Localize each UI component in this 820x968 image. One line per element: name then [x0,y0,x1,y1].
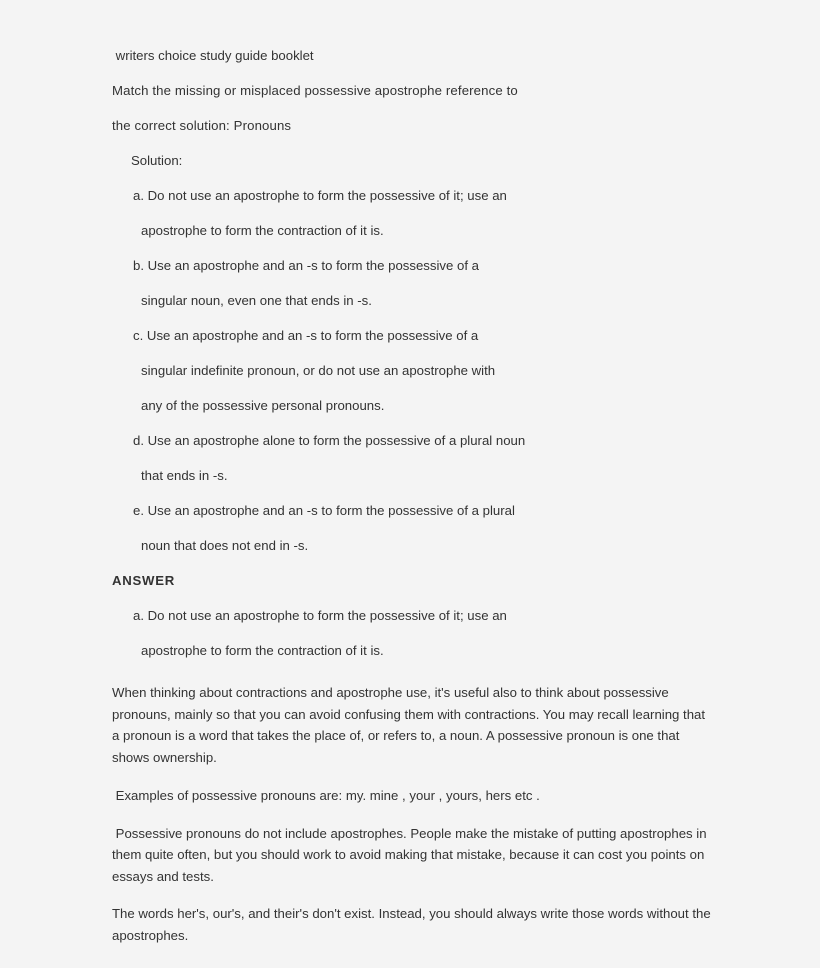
choice-line: noun that does not end in -s. [141,538,309,553]
document-heading: writers choice study guide booklet [112,48,314,63]
prompt-line-2: the correct solution: Pronouns [112,118,292,133]
section-spacer [112,668,732,682]
choice-list [112,178,732,563]
answer-heading: ANSWER [112,573,175,588]
choice-line: any of the possessive personal pronouns. [141,398,385,413]
answer-line: a. Do not use an apostrophe to form the possessive of it; use an [133,608,507,623]
choice-line: apostrophe to form the contraction of it is. [141,223,384,238]
choice-line: singular indefinite pronoun, or do not use an apostrophe with [141,363,496,378]
explanation-paragraph-4: The words her's, our's, and their's don't exist. Instead, you should always write those words without the apostrophes. [112,906,715,943]
answer-item [112,598,732,668]
choice-line: b. Use an apostrophe and an -s to form the possessive of a [133,258,480,273]
list-item [112,178,732,248]
choice-line: c. Use an apostrophe and an -s to form the possessive of a [133,328,479,343]
explanation-paragraph-1: When thinking about contractions and apostrophe use, it's useful also to think about possessive pronouns, mainly so that you can avoid confusing them with contractions. You may recall learning that a pronoun is a word that takes the place of, or refers to, a noun. A possessive pronoun is one that shows ownership. [112,685,709,765]
answer-line: apostrophe to form the contraction of it is. [141,643,384,658]
choice-line: singular noun, even one that ends in -s. [141,293,372,308]
solution-label: Solution: [131,153,183,168]
list-item [112,248,732,318]
prompt-line-1: Match the missing or misplaced possessive apostrophe reference to [112,83,518,98]
choice-line: e. Use an apostrophe and an -s to form the possessive of a plural [133,503,515,518]
explanation-paragraph-3: Possessive pronouns do not include apostrophes. People make the mistake of putting apostrophes in them quite often, but you should work to avoid making that mistake, because it can cost you points on essays and tests. [112,825,711,884]
list-item [112,423,732,493]
explanation-paragraph-2: Examples of possessive pronouns are: my. mine , your , yours, hers etc . [112,788,540,803]
document-content [112,38,732,946]
choice-line: d. Use an apostrophe alone to form the possessive of a plural noun [133,433,526,448]
list-item [112,493,732,563]
choice-line: that ends in -s. [141,468,228,483]
choice-line: a. Do not use an apostrophe to form the possessive of it; use an [133,188,507,203]
list-item [112,318,732,423]
